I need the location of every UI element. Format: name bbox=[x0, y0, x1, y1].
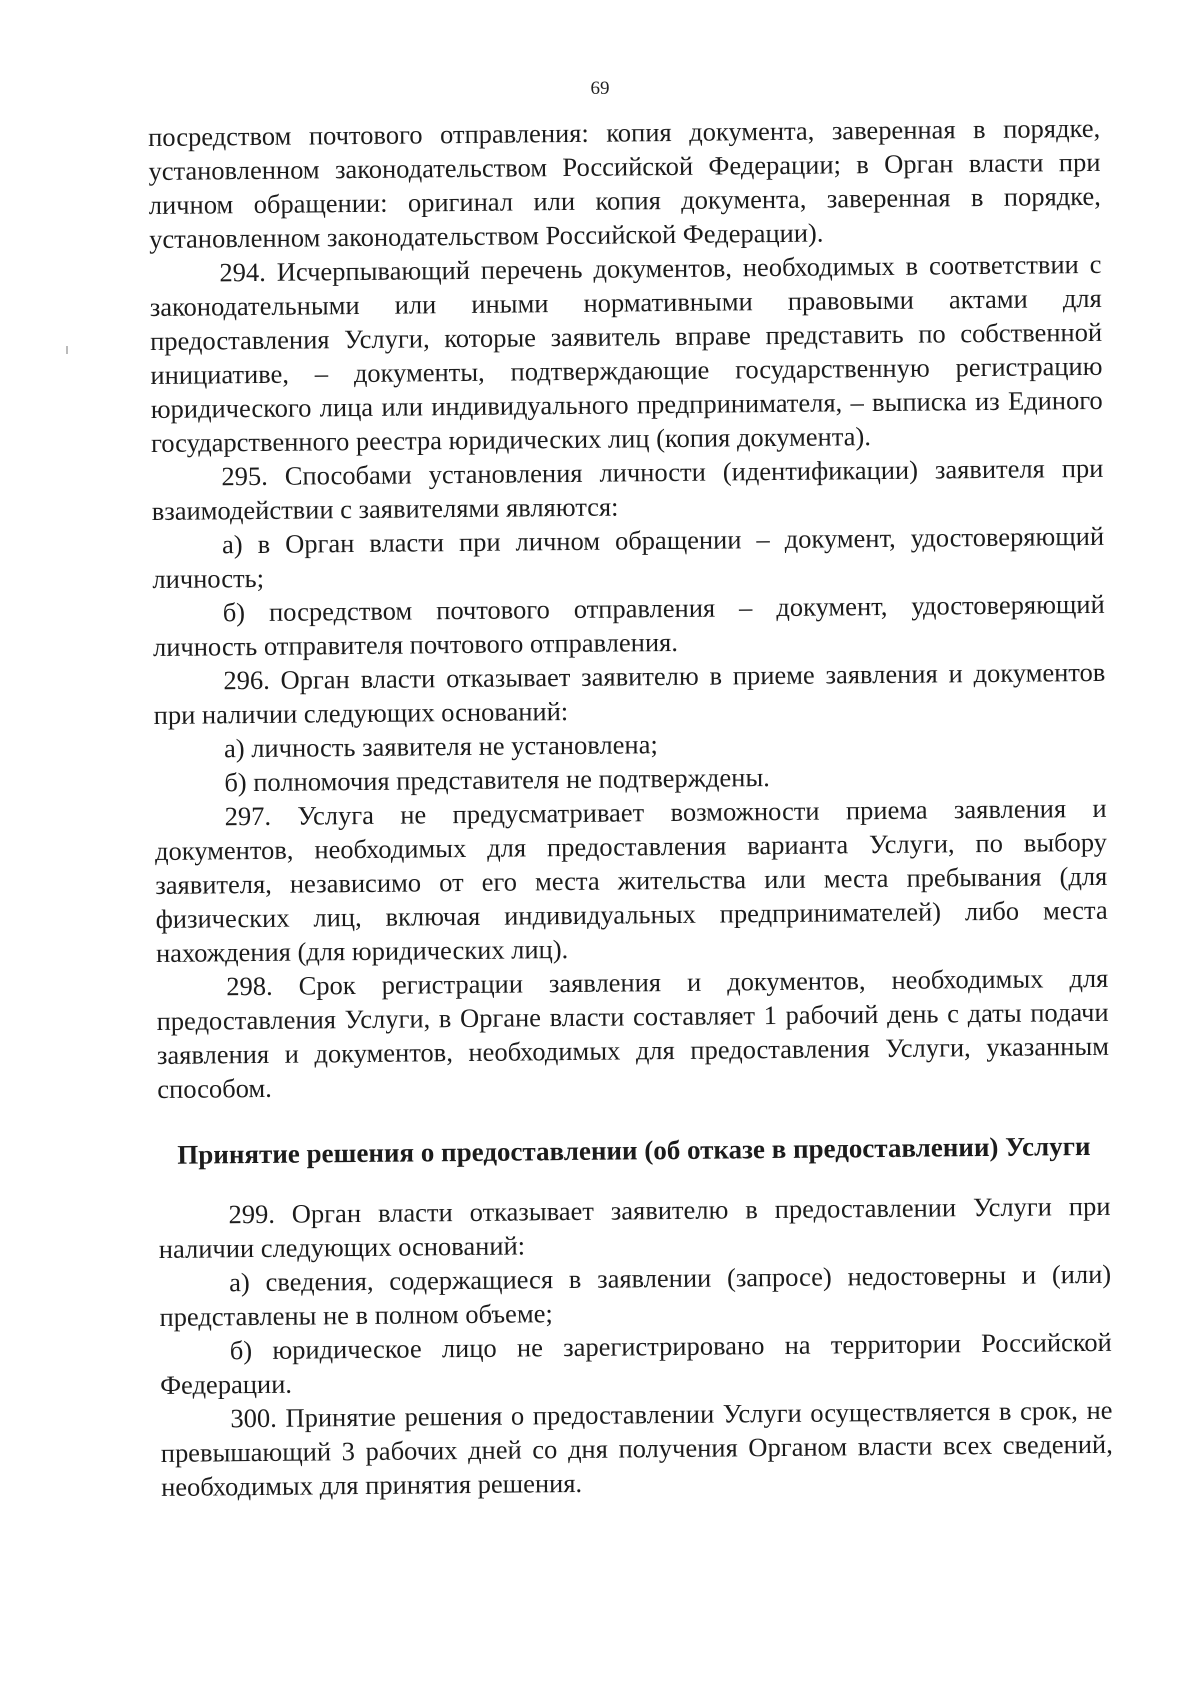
scan-margin-mark bbox=[66, 346, 68, 354]
paragraph-298: 298. Срок регистрации заявления и документов, необходимых для предоставления Услуги, в Органе власти составляет 1 рабочий день с даты подачи заявления и документов, необходимых для предоставления Услуги, указанным способом. bbox=[156, 962, 1110, 1104]
page-number: 69 bbox=[590, 78, 610, 99]
paragraph-300: 300. Принятие решения о предоставлении Услуги осуществляется в срок, не превышающий 3 рабочих дней со дня получения Органом власти всех сведений, необходимых для принятия решения. bbox=[160, 1394, 1113, 1502]
paragraph-299-a: а) сведения, содержащиеся в заявлении (запросе) недостоверны и (или) представлены не в полном объеме; bbox=[159, 1258, 1112, 1332]
paragraph-294: 294. Исчерпывающий перечень документов, необходимых в соответствии с законодательными или иными нормативными правовыми актами для предоставления Услуги, которые заявитель вправе представить по собственной инициативе, – документы, подтверждающие государственную регистрацию юридического лица или индивидуального предпринимателя, – выписка из Единого государственного реестра юридических лиц (копия документа). bbox=[149, 248, 1103, 458]
paragraph-296: 296. Орган власти отказывает заявителю в приеме заявления и документов при наличии следующих оснований: bbox=[153, 656, 1106, 730]
paragraph-299-b: б) юридическое лицо не зарегистрировано на территории Российской Федерации. bbox=[159, 1326, 1112, 1400]
paragraph-296-a: а) личность заявителя не установлена; bbox=[223, 729, 658, 764]
paragraph-296-b: б) полномочия представителя не подтверждены. bbox=[224, 762, 770, 798]
paragraph-295-b: б) посредством почтового отправления – документ, удостоверяющий личность отправителя почтового отправления. bbox=[152, 588, 1105, 662]
paragraph-299: 299. Орган власти отказывает заявителю в предоставлении Услуги при наличии следующих оснований: bbox=[158, 1190, 1111, 1264]
paragraph-295-a: а) в Орган власти при личном обращении – документ, удостоверяющий личность; bbox=[152, 520, 1105, 594]
paragraph-297: 297. Услуга не предусматривает возможности приема заявления и документов, необходимых для предоставления варианта Услуги, по выбору заявителя, независимо от его места жительства или места пребывания (для физических лиц, включая индивидуальных предпринимателей) либо места нахождения (для юридических лиц). bbox=[154, 792, 1108, 968]
paragraph-continuation: посредством почтового отправления: копия документа, заверенная в порядке, установленном законодательством Российской Федерации; в Орган власти при личном обращении: оригинал или копия документа, заверенная в порядке, установленном законодательством Российской Федерации). bbox=[148, 112, 1101, 254]
document-body bbox=[148, 111, 1113, 1504]
section-heading: Принятие решения о предоставлении (об отказе в предоставлении) Услуги bbox=[177, 1131, 1091, 1170]
paragraph-295: 295. Способами установления личности (идентификации) заявителя при взаимодействии с заявителями являются: bbox=[151, 452, 1104, 526]
